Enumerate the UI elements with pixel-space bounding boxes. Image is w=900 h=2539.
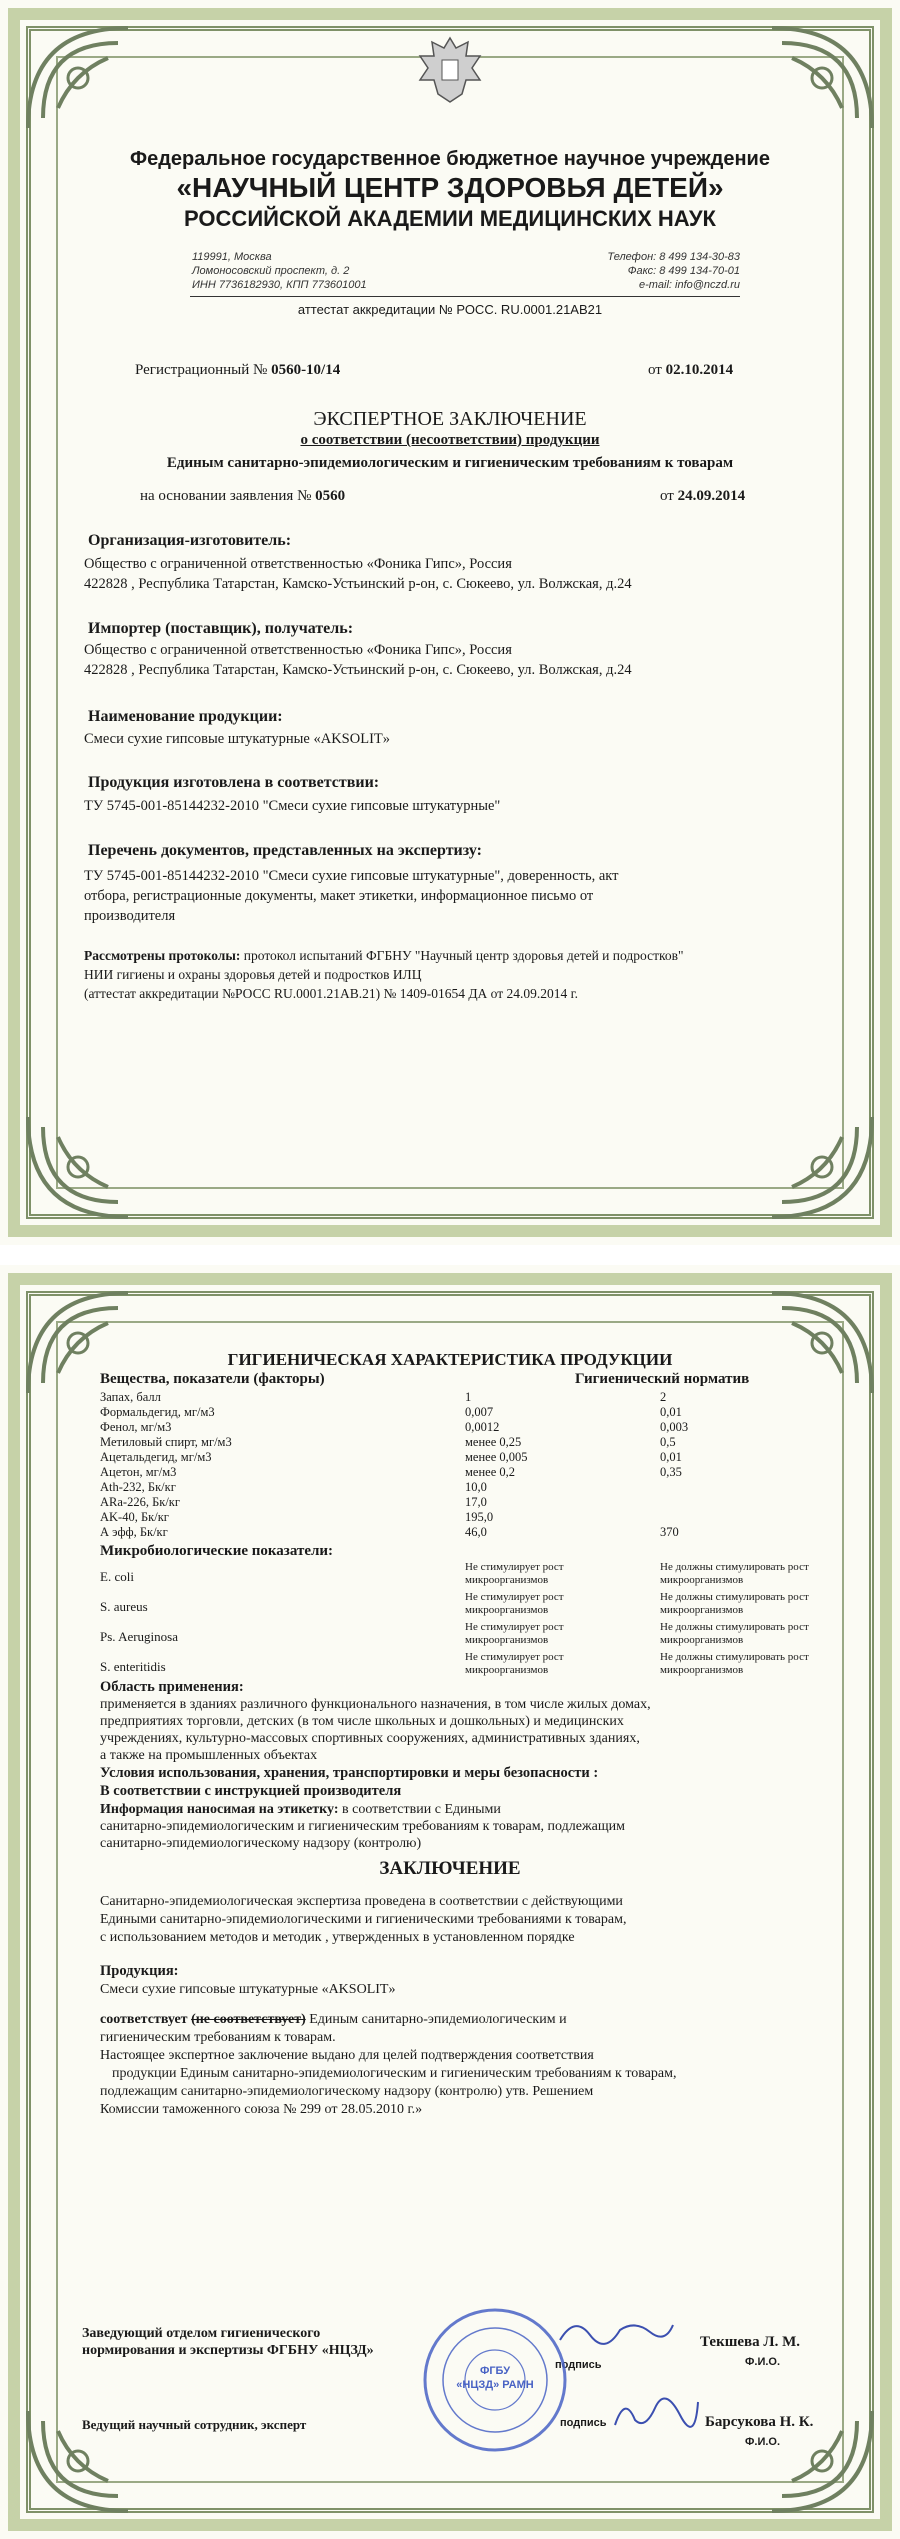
table-row: Метиловый спирт, мг/м3 менее 0,25 0,5 [100, 1435, 676, 1449]
signature-icon [555, 2310, 675, 2355]
protocols: Рассмотрены протоколы: протокол испытаний ФГБНУ "Научный центр здоровья детей и подростков" НИИ гигиены и охраны здоровья детей и подростков ИЛЦ (аттестат аккредитации №РОСС RU.0001.21АВ.21) № 1409-01654 ДА от 24.09.2014 г. [84, 948, 684, 1001]
table-row: Аth-232, Бк/кг 10,0 [100, 1480, 487, 1494]
org-address: 119991, Москва Ломоносовский проспект, д. 2 ИНН 7736182930, КПП 773601001 [192, 251, 367, 291]
application-basis: на основании заявления № 0560 [140, 488, 346, 504]
table-row: Ацетальдегид, мг/м3 менее 0,005 0,01 [100, 1450, 682, 1464]
col-substances: Вещества, показатели (факторы) [100, 1371, 325, 1387]
org-contacts: Телефон: 8 499 134-30-83 Факс: 8 499 134-70-01 e-mail: info@nczd.ru [607, 251, 740, 291]
page-2 [0, 1265, 900, 2539]
conclusion-text: Санитарно-эпидемиологическая экспертиза проведена в соответствии с действующими Едиными санитарно-эпидемиологическими и гигиеническими требованиями к товарам, с использованием методов и методик , утвержденных в установленном порядке [100, 1894, 627, 1945]
header-divider [190, 296, 740, 297]
list-item: Ps. Aeruginosa Не стимулирует рост микроорганизмов Не должны стимулировать рост микроорганизмов [100, 1621, 809, 1646]
conclusion-title: ЗАКЛЮЧЕНИЕ [379, 1858, 521, 1879]
org-line3: РОССИЙСКОЙ АКАДЕМИИ МЕДИЦИНСКИХ НАУК [184, 206, 716, 231]
hygiene-title: ГИГИЕНИЧЕСКАЯ ХАРАКТЕРИСТИКА ПРОДУКЦИИ [227, 1350, 673, 1369]
table-row: Фенол, мг/м3 0,0012 0,003 [100, 1420, 689, 1434]
signature-icon [610, 2390, 700, 2435]
coat-of-arms-icon [410, 30, 490, 110]
table-row: АK-40, Бк/кг 195,0 [100, 1510, 494, 1524]
sig1-role: Заведующий отделом гигиенического нормирования и экспертизы ФГБНУ «НЦЗД» [82, 2326, 374, 2358]
compliance: соответствует (не соответствует) Единым санитарно-эпидемиологическим и гигиеническим требованиям к товарам. Настоящее экспертное заключение выдано для целей подтверждения соответствия продукции Единым санитарно-эпидемиологическим и гигиеническим требованиям к товарам, подлежащим санитарно-эпидемиологическому надзору (контролю) утв. Решением Комиссии таможенного союза № 299 от 28.05.2010 г.» [100, 2012, 677, 2117]
table-row: Запах, балл 1 2 [100, 1390, 667, 1404]
registration-number: Регистрационный № 0560-10/14 [135, 362, 341, 378]
table-row: Формальдегид, мг/м3 0,007 0,01 [100, 1405, 682, 1419]
sig2-sign-label: подпись [560, 2417, 607, 2429]
list-item: E. coli Не стимулирует рост микроорганизмов Не должны стимулировать рост микроорганизмов [100, 1561, 809, 1586]
stamp-center-2: «НЦЗД» РАМН [456, 2379, 534, 2391]
product-name: Смеси сухие гипсовые штукатурные «AKSOLIT» [84, 731, 391, 747]
scope-heading: Область применения: [100, 1679, 244, 1695]
col-norm: Гигиенический норматив [575, 1371, 750, 1387]
application-date: от 24.09.2014 [660, 488, 746, 504]
sig2-fio: Ф.И.О. [745, 2436, 781, 2448]
manufacturer-heading: Организация-изготовитель: [88, 532, 292, 549]
table-row: А эфф, Бк/кг 46,0 370 [100, 1525, 679, 1539]
made-per-text: ТУ 5745-001-85144232-2010 "Смеси сухие гипсовые штукатурные" [84, 798, 501, 814]
conditions-text: В соответствии с инструкцией производителя [100, 1783, 402, 1799]
product-name-2: Смеси сухие гипсовые штукатурные «AKSOLIT» [100, 1982, 396, 1997]
ornament-corner-icon [18, 18, 138, 138]
table-row: АRa-226, Бк/кг 17,0 [100, 1495, 487, 1509]
document-title: ЭКСПЕРТНОЕ ЗАКЛЮЧЕНИЕ [313, 408, 587, 430]
org-name: «НАУЧНЫЙ ЦЕНТР ЗДОРОВЬЯ ДЕТЕЙ» [176, 172, 724, 203]
ornament-corner-icon [762, 18, 882, 138]
sig1-fio: Ф.И.О. [745, 2356, 781, 2368]
manufacturer-address: 422828 , Республика Татарстан, Камско-Устьинский р-он, с. Сюкеево, ул. Волжская, д.24 [84, 576, 632, 592]
document-subtitle: о соответствии (несоответствии) продукции [300, 432, 600, 448]
conditions-heading: Условия использования, хранения, транспортировки и меры безопасности : [100, 1765, 599, 1781]
micro-heading: Микробиологические показатели: [100, 1543, 334, 1559]
scope-text: применяется в зданиях различного функционального назначения, в том числе жилых домах, предприятиях торговли, детских (в том числе школьных и дошкольных) и медицинских учреждениях, культурно-массовых спортивных сооружениях, административных зданиях, а также на промышленных объектах [100, 1697, 651, 1763]
document-subtitle-2: Единым санитарно-эпидемиологическим и гигиеническим требованиям к товарам [166, 455, 734, 471]
importer-address: 422828 , Республика Татарстан, Камско-Устьинский р-он, с. Сюкеево, ул. Волжская, д.24 [84, 662, 632, 678]
list-item: S. enteritidis Не стимулирует рост микроорганизмов Не должны стимулировать рост микроорганизмов [100, 1651, 809, 1676]
product-heading-2: Продукция: [100, 1963, 179, 1979]
manufacturer-name: Общество с ограниченной ответственностью «Фоника Гипс», Россия [84, 556, 512, 572]
registration-date: от 02.10.2014 [648, 362, 734, 378]
ornament-corner-icon [762, 1107, 882, 1227]
list-item: S. aureus Не стимулирует рост микроорганизмов Не должны стимулировать рост микроорганизмов [100, 1591, 809, 1616]
stamp-center-1: ФГБУ [479, 2365, 511, 2377]
page-1 [0, 0, 900, 1245]
accreditation: аттестат аккредитации № РОСС. RU.0001.21АВ21 [297, 302, 603, 317]
sig2-role: Ведущий научный сотрудник, эксперт [82, 2417, 307, 2432]
org-line1: Федеральное государственное бюджетное научное учреждение [130, 148, 770, 170]
sig2-name: Барсукова Н. К. [705, 2414, 814, 2430]
importer-heading: Импортер (поставщик), получатель: [88, 620, 354, 637]
ornament-corner-icon [18, 1107, 138, 1227]
product-heading: Наименование продукции: [88, 708, 283, 725]
label-info: Информация наносимая на этикетку: в соответствии с Едиными санитарно-эпидемиологическим и гигиеническим требованиям к товарам, подлежащим санитарно-эпидемиологическому надзору (контролю) [100, 1802, 625, 1851]
docs-list: ТУ 5745-001-85144232-2010 "Смеси сухие гипсовые штукатурные", доверенность, акт отбора, регистрационные документы, макет этикетки, информационное письмо от производителя [84, 868, 619, 924]
sig1-name: Текшева Л. М. [700, 2334, 800, 2350]
importer-name: Общество с ограниченной ответственностью «Фоника Гипс», Россия [84, 642, 512, 658]
docs-heading: Перечень документов, представленных на экспертизу: [88, 842, 482, 859]
made-per-heading: Продукция изготовлена в соответствии: [88, 774, 380, 791]
ornament-corner-icon [762, 1283, 882, 1403]
sig1-sign-label: подпись [555, 2359, 602, 2371]
table-row: Ацетон, мг/м3 менее 0,2 0,35 [100, 1465, 682, 1479]
